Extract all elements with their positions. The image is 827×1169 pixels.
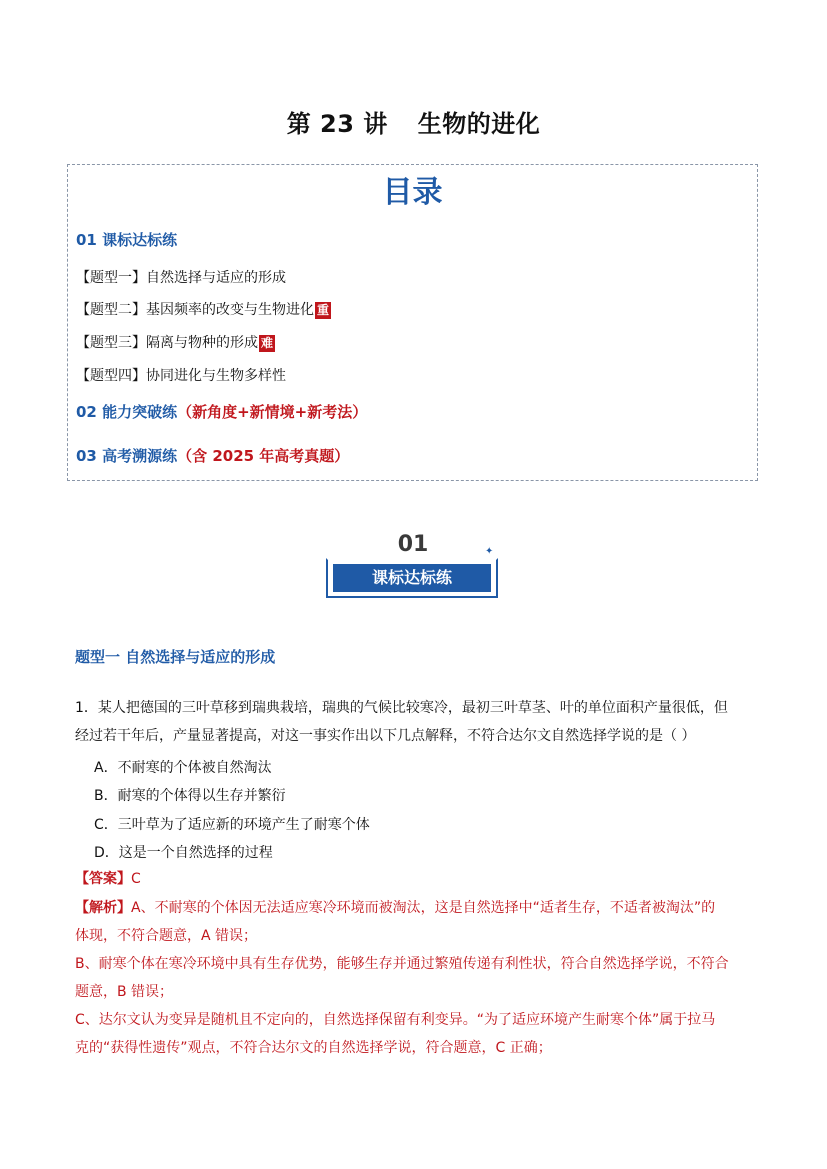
difficult-tag: 难 bbox=[261, 336, 274, 350]
analysis: 【解析】A、不耐寒的个体因无法适应寒冷环境而被淘汰，这是自然选择中“适者生存，不适者被淘汰”的 体现，不符合题意，A 错误； B、耐寒个体在寒冷环境中具有生存优势，能够生存并通过繁殖传递有利性状，符合自然选择学说，不符合 题意，B 错误； C、达尔文认为变异是随机且不定向的，自然选择保留有利变异。“为了适应环境产生耐寒个体”属于拉马 克的“获得性遗传”观点，不符合达尔文的自然选择学说，符合题意，C 正确； bbox=[75, 900, 729, 1056]
option-a: A．不耐寒的个体被自然淘汰 bbox=[94, 760, 272, 776]
important-tag: 重 bbox=[317, 303, 330, 317]
lecture-topic: 生物的进化 bbox=[417, 110, 541, 138]
question-stem: 1．某人把德国的三叶草移到瑞典栽培，瑞典的气候比较寒冷，最初三叶草茎、叶的单位面积产量很低，但 经过若干年后，产量显著提高，对这一事实作出以下几点解释，不符合达尔文自然选择学说的是（ ） bbox=[75, 700, 728, 744]
question-type-heading: 题型一 自然选择与适应的形成 bbox=[75, 648, 276, 666]
sparkle-icon: ✦ bbox=[485, 546, 494, 557]
table-of-contents bbox=[67, 164, 758, 481]
option-b: B．耐寒的个体得以生存并繁衍 bbox=[94, 788, 286, 804]
toc-section-3[interactable]: 03 高考溯源练（含 2025 年高考真题） bbox=[76, 447, 350, 465]
page-title bbox=[0, 104, 827, 139]
toc-section-1[interactable]: 01 课标达标练 bbox=[76, 231, 178, 249]
toc-section-2[interactable]: 02 能力突破练（新角度+新情境+新考法） bbox=[76, 403, 368, 421]
lecture-number: 第 23 讲 bbox=[286, 110, 388, 138]
toc-heading: 目录 bbox=[382, 175, 443, 210]
option-d: D．这是一个自然选择的过程 bbox=[94, 845, 273, 861]
toc-item-4[interactable]: 【题型四】协同进化与生物多样性 bbox=[76, 368, 286, 384]
toc-item-2[interactable]: 【题型二】基因频率的改变与生物进化 重 bbox=[76, 302, 330, 318]
option-c: C．三叶草为了适应新的环境产生了耐寒个体 bbox=[94, 817, 370, 833]
section-banner bbox=[323, 532, 503, 602]
banner-label: 课标达标练 bbox=[333, 564, 491, 592]
banner-number: 01 bbox=[397, 532, 429, 557]
answer: 【答案】C bbox=[75, 871, 141, 887]
toc-item-1[interactable]: 【题型一】自然选择与适应的形成 bbox=[76, 270, 286, 286]
toc-item-3[interactable]: 【题型三】隔离与物种的形成 难 bbox=[76, 335, 274, 351]
